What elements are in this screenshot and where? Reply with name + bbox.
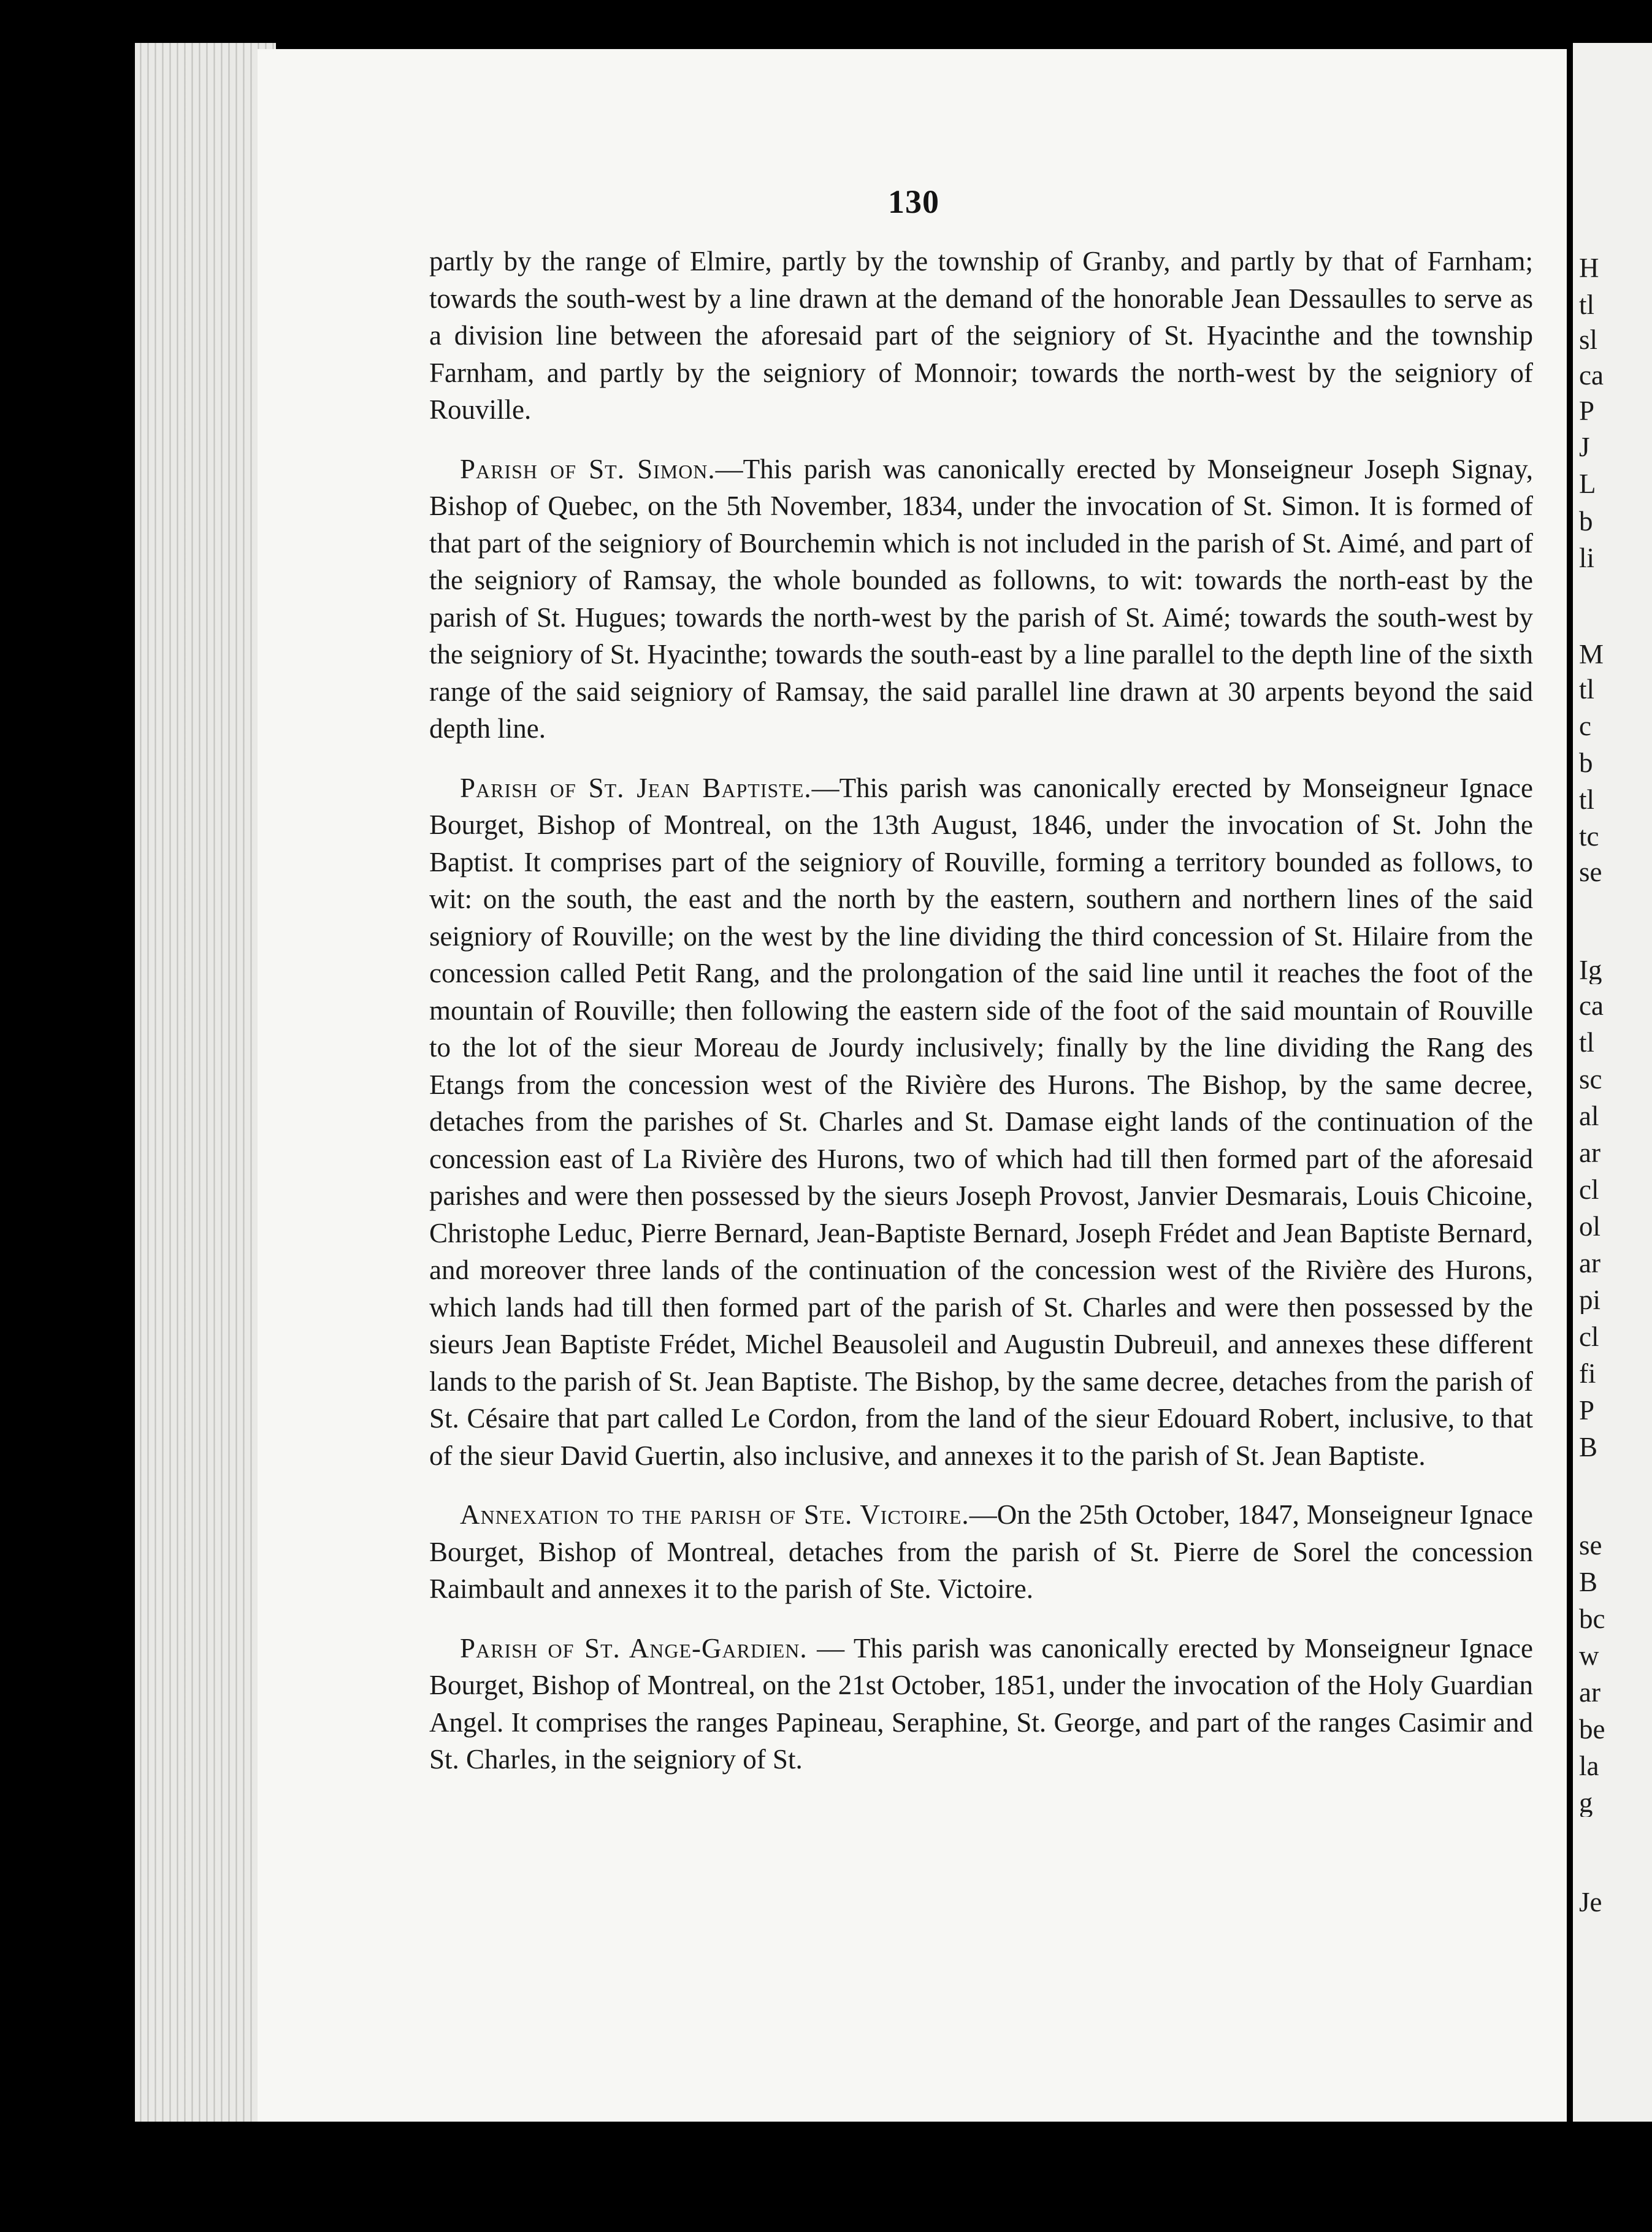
next-page-fragment: tl xyxy=(1579,1029,1595,1057)
next-page-fragment: P xyxy=(1579,397,1595,425)
next-page-fragment: g xyxy=(1579,1789,1593,1817)
next-page-fragment: b xyxy=(1579,508,1593,535)
paragraph-heading: Parish of St. Jean Baptiste. xyxy=(460,772,812,803)
next-page-fragment: tl xyxy=(1579,676,1595,703)
paragraph-heading: Parish of St. Simon. xyxy=(460,453,716,484)
next-page-fragment: B xyxy=(1579,1434,1598,1461)
paragraph-st-ange-gardien xyxy=(429,1630,1533,1778)
next-page-fragment: ca xyxy=(1579,362,1604,389)
next-page-fragment: tl xyxy=(1579,291,1595,319)
next-page-fragment: ca xyxy=(1579,992,1604,1020)
next-page-fragment: cl xyxy=(1579,1323,1599,1351)
book-page xyxy=(258,49,1570,2122)
next-page-fragment: se xyxy=(1579,1532,1602,1559)
paragraph-st-jean-baptiste xyxy=(429,770,1533,1475)
paragraph-text: —On the 25th October, 1847, Monseigneur Ignace Bourget, Bishop of Montreal, detaches from the parish of St. Pierre de Sorel the concession Raimbault and annexes it to the parish of Ste. Victoire. xyxy=(429,1499,1533,1604)
next-page-fragment: tl xyxy=(1579,786,1595,814)
next-page-fragment: al xyxy=(1579,1103,1599,1130)
paragraph-st-simon xyxy=(429,451,1533,747)
next-page-fragment: bc xyxy=(1579,1605,1605,1633)
next-page-fragment: P xyxy=(1579,1397,1595,1424)
next-page-fragment: c xyxy=(1579,713,1591,740)
body-text xyxy=(429,243,1533,1800)
next-page-fragment: fi xyxy=(1579,1360,1596,1388)
next-page-fragment: Ig xyxy=(1579,957,1602,984)
next-page-fragment: pi xyxy=(1579,1286,1601,1314)
next-page-fragment: M xyxy=(1579,641,1604,668)
next-page-fragment: la xyxy=(1579,1752,1599,1780)
next-page-fragment: w xyxy=(1579,1642,1599,1670)
next-page-fragment: B xyxy=(1579,1569,1598,1596)
paragraph-ste-victoire xyxy=(429,1496,1533,1608)
next-page-fragment: Je xyxy=(1579,1889,1602,1916)
page-number: 130 xyxy=(888,183,939,220)
next-page-fragment: ar xyxy=(1579,1679,1600,1706)
paragraph-heading: Annexation to the parish of Ste. Victoire. xyxy=(460,1499,969,1530)
book-page-edges xyxy=(135,43,276,2122)
paragraph-text: —This parish was canonically erected by Monseigneur Joseph Signay, Bishop of Quebec, on the 5th November, 1834, under the invocation of St. Simon. It is formed of that part of the seigniory of Bourchemin which is not included in the parish of St. Aimé, and part of the seigniory of Ramsay, the whole bounded as followns, to wit: towards the north-east by the parish of St. Hugues; towards the north-west by the parish of St. Aimé; towards the south-west by the seigniory of St. Hyacinthe; towards the south-east by a line parallel to the depth line of the sixth range of the said seigniory of Ramsay, the said parallel line drawn at 30 arpents beyond the said depth line. xyxy=(429,453,1533,744)
next-page-fragment: se xyxy=(1579,858,1602,886)
paragraph-text: —This parish was canonically erected by Monseigneur Ignace Bourget, Bishop of Montreal, on the 13th August, 1846, under the invocation of St. John the Baptist. It comprises part of the seigniory of Rouville, forming a territory bounded as follows, to wit: on the south, the east and the north by the eastern, southern and northern lines of the said seigniory of Rouville; on the west by the line dividing the third concession of St. Hilaire from the concession called Petit Rang, and the prolongation of the said line until it reaches the foot of the mountain of Rouville; then following the eastern side of the foot of the said mountain of Rouville to the lot of the sieur Moreau de Jourdy inclusively; finally by the line dividing the Rang des Etangs from the concession west of the Rivière des Hurons. The Bishop, by the same decree, detaches from the parishes of St. Charles and St. Damase eight lands of the continuation of the concession east of La Rivière des Hurons, two of which had till then formed part of the aforesaid parishes and were then possessed by the sieurs Joseph Provost, Janvier Desmarais, Louis Chicoine, Christophe Leduc, Pierre Bernard, Jean-Baptiste Bernard, Joseph Frédet and Jean Baptiste Bernard, and moreover three lands of the continuation of the concession west of the Rivière des Hurons, which lands had till then formed part of the parish of St. Charles and were then possessed by the sieurs Jean Baptiste Frédet, Michel Beausoleil and Augustin Dubreuil, and annexes these different lands to the parish of St. Jean Baptiste. The Bishop, by the same decree, detaches from the parish of St. Césaire that part called Le Cordon, from the land of the sieur Edouard Robert, inclusive, to that of the sieur David Guertin, also inclusive, and annexes it to the parish of St. Jean Baptiste. xyxy=(429,772,1533,1471)
next-page-fragment: cl xyxy=(1579,1176,1599,1204)
next-page-fragment: J xyxy=(1579,434,1590,461)
paragraph-heading: Parish of St. Ange-Gardien. xyxy=(460,1632,808,1664)
next-page-fragment: L xyxy=(1579,470,1596,498)
next-page-fragment: be xyxy=(1579,1716,1605,1743)
paragraph-text: partly by the range of Elmire, partly by the township of Granby, and partly by that of Farnham; towards the south-west by a line drawn at the demand of the honorable Jean Dessaulles to serve as a division line between the aforesaid part of the seigniory of St. Hyacinthe and the township Farnham, and partly by the seigniory of Monnoir; towards the north-west by the seigniory of Rouville. xyxy=(429,246,1533,425)
paragraph-text: — This parish was canonically erected by Monseigneur Ignace Bourget, Bishop of Montreal, on the 21st October, 1851, under the invocation of the Holy Guardian Angel. It comprises the ranges Papineau, Seraphine, St. George, and part of the ranges Casimir and St. Charles, in the seigniory of St. xyxy=(429,1632,1533,1775)
next-page-fragment: ar xyxy=(1579,1250,1600,1277)
next-page-fragment: b xyxy=(1579,749,1593,777)
next-page-fragment: ar xyxy=(1579,1139,1600,1167)
next-page-fragment: sl xyxy=(1579,326,1598,354)
next-page-fragment: tc xyxy=(1579,823,1599,850)
next-page-fragment: ol xyxy=(1579,1213,1601,1240)
next-page-fragment: li xyxy=(1579,545,1595,572)
paragraph-continuation xyxy=(429,243,1533,429)
next-page-fragment: sc xyxy=(1579,1066,1602,1093)
next-page-fragment: H xyxy=(1579,254,1599,282)
next-page-edge xyxy=(1573,43,1652,2122)
